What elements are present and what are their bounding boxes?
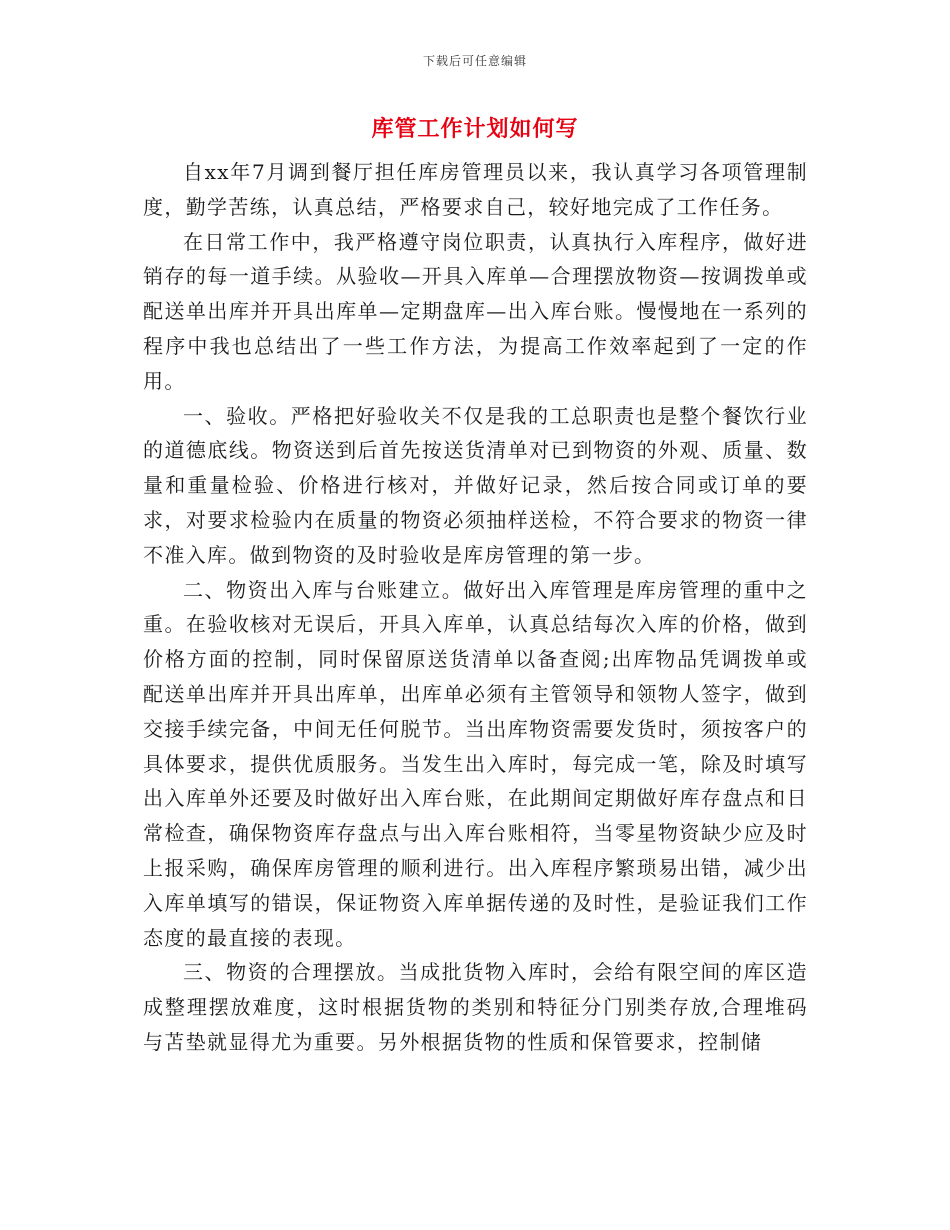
document-title: 库管工作计划如何写 <box>371 116 579 142</box>
paragraph-intro: 自xx年7月调到餐厅担任库房管理员以来，我认真学习各项管理制度，勤学苦练，认真总结，严格要求自己，较好地完成了工作任务。 <box>143 160 808 219</box>
paragraph-storage-arrangement: 三、物资的合理摆放。当成批货物入库时，会给有限空间的库区造成整理摆放难度，这时根据货物的类别和特征分门别类存放,合理堆码与苫垫就显得尤为重要。另外根据货物的性质和保管要求，控制储 <box>143 960 808 1054</box>
paragraph-daily-work: 在日常工作中，我严格遵守岗位职责，认真执行入库程序，做好进销存的每一道手续。从验收—开具入库单—合理摆放物资—按调拨单或配送单出库并开具出库单—定期盘库—出入库台账。慢慢地在一系列的程序中我也总结出了一些工作方法，为提高工作效率起到了一定的作用。 <box>143 229 808 393</box>
document-body <box>143 155 808 1060</box>
paragraph-inspection: 一、验收。严格把好验收关不仅是我的工总职责也是整个餐饮行业的道德底线。物资送到后首先按送货清单对已到物资的外观、质量、数量和重量检验、价格进行核对，并做好记录，然后按合同或订单的要求，对要求检验内在质量的物资必须抽样送检，不符合要求的物资一律不准入库。做到物资的及时验收是库房管理的第一步。 <box>143 403 808 567</box>
header-note: 下载后可任意编辑 <box>422 54 527 68</box>
paragraph-inventory-ledger: 二、物资出入库与台账建立。做好出入库管理是库房管理的重中之重。在验收核对无误后，开具入库单，认真总结每次入库的价格，做到价格方面的控制，同时保留原送货清单以备查阅;出库物品凭调拨单或配送单出库并开具出库单，出库单必须有主管领导和领物人签字，做到交接手续完备，中间无任何脱节。当出库物资需要发货时，须按客户的具体要求，提供优质服务。当发生出入库时，每完成一笔，除及时填写出入库单外还要及时做好出入库台账，在此期间定期做好库存盘点和日常检查，确保物资库存盘点与出入库台账相符，当零星物资缺少应及时上报采购，确保库房管理的顺利进行。出入库程序繁琐易出错，减少出入库单填写的错误，保证物资入库单据传递的及时性，是验证我们工作态度的最直接的表现。 <box>143 577 808 950</box>
